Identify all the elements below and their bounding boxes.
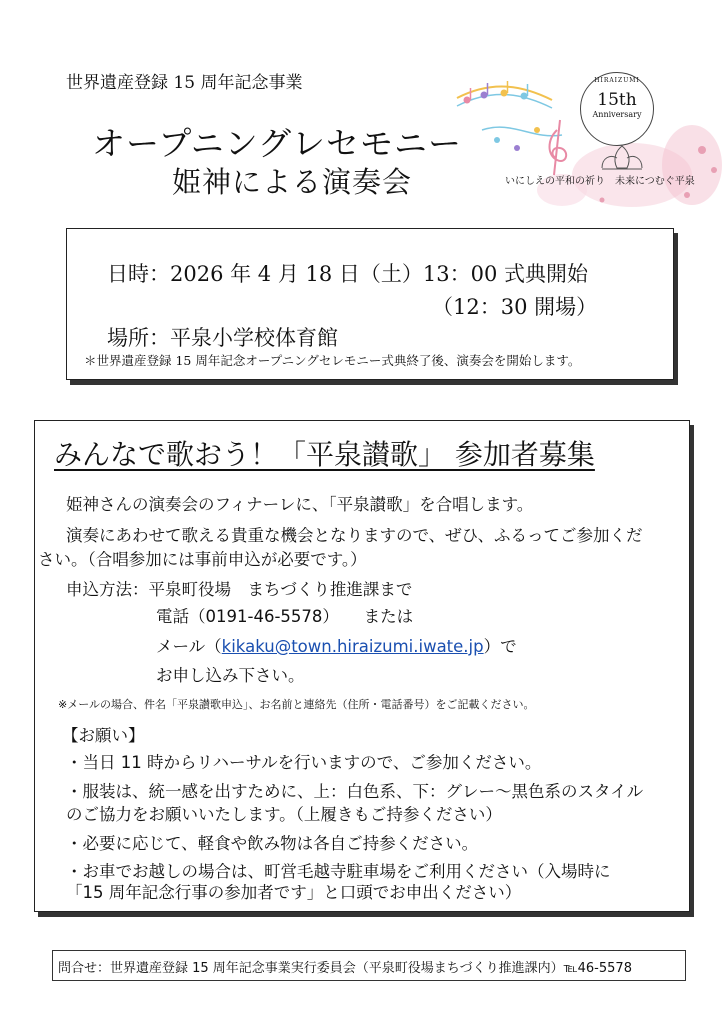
page-title: オープニングレセモニー	[92, 124, 463, 163]
request-item: のご協力をお願いいたします。（上履きもご持参ください）	[66, 805, 502, 824]
apply-phone: 電話（0191-46-5578） または	[156, 607, 414, 626]
request-title: 【お願い】	[62, 726, 145, 745]
logo-motto: いにしえの平和の祈り 未来につむぐ平泉	[505, 176, 695, 187]
event-place: 場所：平泉小学校体育館	[107, 326, 338, 350]
event-open-time: （12：30 開場）	[432, 295, 598, 319]
request-item: ・当日 11 時からリハーサルを行いますので、ご参加ください。	[66, 753, 542, 772]
page-subtitle: 姫神による演奏会	[172, 165, 413, 199]
email-link[interactable]: kikaku@town.hiraizumi.iwate.jp	[221, 637, 484, 656]
logo-number: 15th	[597, 90, 637, 110]
request-item: ・服装は、統一感を出すために、上：白色系、下：グレー～黒色系のスタイル	[66, 782, 644, 801]
request-item: ・必要に応じて、軽食や飲み物は各自ご持参ください。	[66, 834, 479, 853]
request-item: ・お車でお越しの場合は、町営毛越寺駐車場をご利用ください（入場時に	[66, 862, 611, 881]
music-notes-icon	[457, 81, 562, 151]
apply-method: 申込方法：平泉町役場 まちづくり推進課まで	[66, 580, 413, 599]
apply-mail-suffix: ）で	[483, 637, 517, 656]
logo-sub-text: Anniversary	[592, 110, 642, 119]
event-note: ＊世界遺産登録 15 周年記念オープニングセレモニー式典終了後、演奏会を開始します。	[84, 353, 581, 368]
treble-clef-icon	[550, 120, 567, 175]
recruitment-heading: みんなで歌おう！「平泉讃歌」 参加者募集	[54, 438, 595, 471]
event-date: 日時：2026 年 4 月 18 日（土）13：00 式典開始	[107, 262, 589, 286]
request-item: 「15 周年記念行事の参加者です」と口頭でお申出ください）	[66, 883, 522, 902]
intro-text: 演奏にあわせて歌える貴重な機会となりますので、ぜひ、ふるってご参加くだ	[66, 526, 643, 545]
mail-note: ※メールの場合、件名「平泉讃歌申込」、お名前と連絡先（住所・電話番号）をご記載ください。	[58, 698, 535, 711]
intro-text: さい。（合唱参加には事前申込が必要です。）	[38, 550, 367, 569]
subtitle: 世界遺産登録 15 周年記念事業	[66, 73, 303, 93]
apply-mail-prefix: メール（	[156, 637, 222, 656]
apply-end: お申し込み下さい。	[156, 666, 305, 685]
apply-mail	[156, 633, 517, 657]
logo-top-text: HIRAIZUMI	[594, 77, 640, 84]
footer-contact: 問合せ：世界遺産登録 15 周年記念事業実行委員会（平泉町役場まちづくり推進課内）℡46-5578	[58, 961, 632, 976]
intro-text: 姫神さんの演奏会のフィナーレに、「平泉讃歌」を合唱します。	[66, 495, 534, 514]
